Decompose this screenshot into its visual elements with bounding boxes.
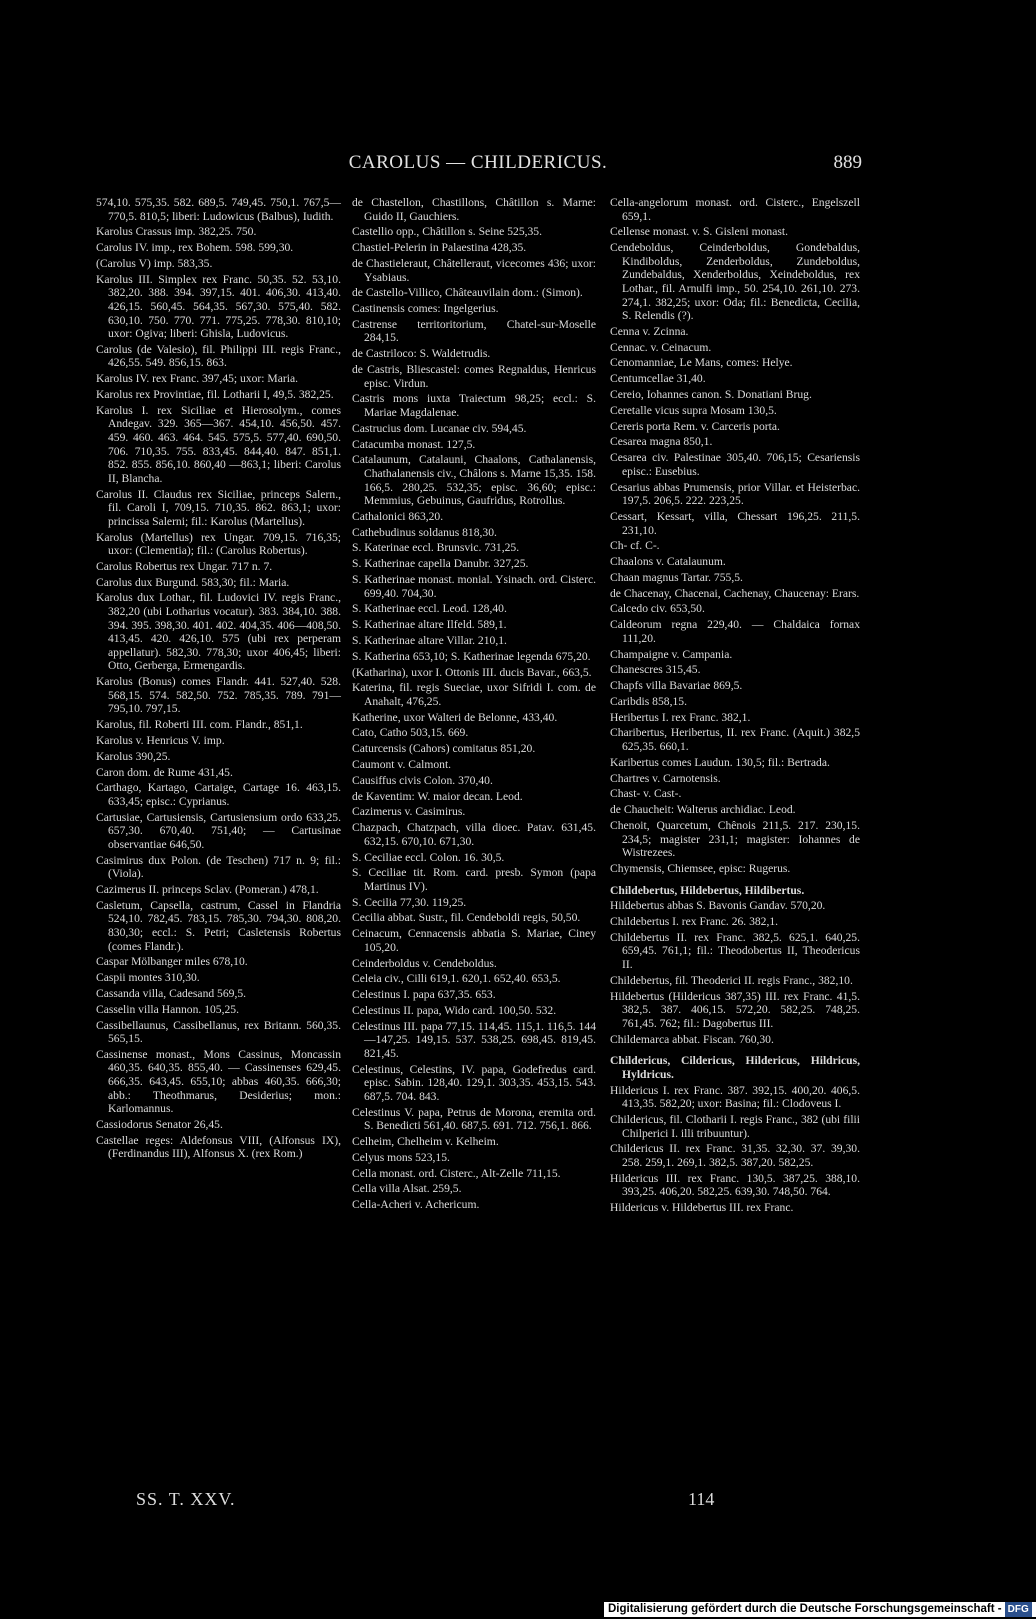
index-entry: Carolus Robertus rex Ungar. 717 n. 7. (96, 559, 273, 573)
index-entry: Cellense monast. v. S. Gisleni monast. (610, 225, 788, 239)
index-entry: Cenomanniae, Le Mans, comes: Helye. (610, 356, 793, 370)
index-entry: Castrucius dom. Lucanae civ. 594,45. (352, 421, 527, 435)
index-entry: Chenoit, Quarcetum, Chênois 211,5. 217. 230,15. 234,5; magister 231,1; magister: Iohannes de Wistrezees. (610, 818, 860, 860)
index-entry: Charibertus, Heribertus, II. rex Franc. (Aquit.) 382,5 625,35. 660,1. (610, 726, 860, 754)
index-entry: Childericus, Cildericus, Hildericus, Hildricus, Hyldricus. (610, 1054, 860, 1081)
index-entry: Childemarca abbat. Fiscan. 760,30. (610, 1032, 774, 1046)
index-entry: Cassibellaunus, Cassibellanus, rex Britann. 560,35. 565,15. (96, 1018, 341, 1046)
index-entry: Cathalonici 863,20. (352, 509, 444, 523)
index-entry: S. Katherina 653,10; S. Katherinae legenda 675,20. (352, 649, 591, 663)
index-entry: Cella villa Alsat. 259,5. (352, 1182, 462, 1196)
index-entry: Causiffus civis Colon. 370,40. (352, 773, 493, 787)
page-footer (136, 1489, 716, 1515)
index-entry: Cato, Catho 503,15. 669. (352, 726, 469, 740)
index-entry: Casimirus dux Polon. (de Teschen) 717 n. 9; fil.: (Viola). (96, 853, 341, 881)
index-entry: S. Katherinae eccl. Leod. 128,40. (352, 602, 507, 616)
index-entry: Chazpach, Chatzpach, villa dioec. Patav. 631,45. 632,15. 670,10. 671,30. (352, 821, 596, 848)
index-entry: (Katharina), uxor I. Ottonis III. ducis Bavar., 663,5. (352, 665, 592, 679)
index-entry: S. Ceciliae eccl. Colon. 16. 30,5. (352, 850, 505, 864)
index-entry: Castrense territoritorium, Chatel-sur-Moselle 284,15. (352, 317, 596, 345)
index-entry: Caspar Mölbanger miles 678,10. (96, 955, 248, 969)
page-number: 889 (833, 152, 862, 173)
index-entry: Catacumba monast. 127,5. (352, 437, 476, 451)
index-entry: Cella-angelorum monast. ord. Cisterc., Engelszell 659,1. (610, 196, 860, 223)
index-entry: Celeia civ., Cilli 619,1. 620,1. 652,40. 653,5. (352, 972, 561, 986)
index-entry: Cennac. v. Ceinacum. (610, 340, 712, 354)
index-entry: Celestinus V. papa, Petrus de Morona, eremita ord. S. Benedicti 561,40. 687,5. 691. 712. 756,1. 866. (352, 1105, 596, 1133)
index-entry: Cesarea magna 850,1. (610, 435, 713, 449)
index-entry: Cazimerus v. Casimirus. (352, 805, 466, 819)
index-entry: Katerina, fil. regis Sueciae, uxor Sifridi I. com. de Anahalt, 476,25. (352, 681, 596, 708)
index-entry: Centumcellae 31,40. (610, 372, 706, 386)
index-entry: Heribertus I. rex Franc. 382,1. (610, 710, 751, 724)
index-entry: S. Cecilia 77,30. 119,25. (352, 895, 467, 909)
index-entry: Caldeorum regna 229,40. — Chaldaica fornax 111,20. (610, 618, 860, 645)
index-entry: S. Katherinae capella Danubr. 327,25. (352, 557, 529, 571)
index-entry: Celestinus II. papa, Wido card. 100,50. 532. (352, 1003, 557, 1017)
index-entry: Childebertus, Hildebertus, Hildibertus. (610, 883, 805, 897)
index-entry: S. Katherinae altare Villar. 210,1. (352, 633, 507, 647)
index-entry: Calcedo civ. 653,50. (610, 602, 705, 616)
index-entry: Karolus rex Provintiae, fil. Lotharii I, 49,5. 382,25. (96, 388, 334, 402)
index-entry: 574,10. 575,35. 582. 689,5. 749,45. 750,1. 767,5—770,5. 810,5; liberi: Ludowicus (Balbus), Iudith. (96, 196, 341, 223)
page-title: CAROLUS — CHILDERICUS. (348, 152, 608, 173)
index-entry: Karibertus comes Laudun. 130,5; fil.: Bertrada. (610, 755, 830, 769)
index-entry: Karolus (Martellus) rex Ungar. 709,15. 716,35; uxor: (Clementia); fil.: (Carolus Robertus). (96, 530, 341, 558)
index-entry: de Chaucheit: Walterus archidiac. Leod. (610, 803, 796, 817)
index-entry: Casletum, Capsella, castrum, Cassel in Flandria 524,10. 782,45. 783,15. 785,30. 794,30. 808,20. 830,30; eccl.: S. Petri; Casletensis Robertus (comes Flandr.). (96, 898, 341, 953)
index-entry: Celestinus, Celestins, IV. papa, Godefredus card. episc. Sabin. 128,40. 129,1. 303,35. 453,15. 543. 687,5. 704. 843. (352, 1062, 596, 1103)
volume-signature: SS. T. XXV. (136, 1489, 236, 1509)
index-entry: Celheim, Chelheim v. Kelheim. (352, 1135, 499, 1149)
index-entry: Childericus II. rex Franc. 31,35. 32,30. 37. 39,30. 258. 259,1. 269,1. 382,5. 387,20. 582,25. (610, 1142, 860, 1169)
index-entry: Karolus (Bonus) comes Flandr. 441. 527,40. 528. 568,15. 574. 582,50. 752. 785,35. 789. 791—795,10. 797,15. (96, 675, 341, 716)
index-entry: Chastiel-Pelerin in Palaestina 428,35. (352, 241, 527, 255)
index-entry: Catalaunum, Catalauni, Chaalons, Cathalanensis, Chathalanensis civ., Châlons s. Marne 15,35. 158. 166,5. 280,25. 532,35; episc. 36,60; episc.: Memmius, Gebuinus, Gaufridus, Rotrollus. (352, 453, 596, 508)
index-entry: Chanescres 315,45. (610, 663, 701, 677)
index-entry: Champaigne v. Campania. (610, 647, 733, 661)
index-entry: Karolus IV. rex Franc. 397,45; uxor: Maria. (96, 372, 298, 386)
index-entry: Chartres v. Carnotensis. (610, 771, 721, 785)
index-entry: (Carolus V) imp. 583,35. (96, 256, 213, 270)
index-entry: Hildebertus abbas S. Bavonis Gandav. 570,20. (610, 899, 826, 913)
index-entry: S. Katerinae eccl. Brunsvic. 731,25. (352, 541, 520, 555)
index-entry: Carolus IV. imp., rex Bohem. 598. 599,30. (96, 241, 294, 255)
index-entry: Cella-Acheri v. Achericum. (352, 1198, 480, 1212)
dfg-logo: DFG (1005, 1602, 1032, 1617)
index-entry: Cessart, Kessart, villa, Chessart 196,25. 211,5. 231,10. (610, 509, 860, 537)
index-entry: Chaan magnus Tartar. 755,5. (610, 570, 743, 584)
dfg-banner-text: Digitalisierung gefördert durch die Deutsche Forschungsgemeinschaft - (608, 1603, 1002, 1615)
index-entry: Cassinense monast., Mons Cassinus, Moncassin 460,35. 640,35. 855,40. — Cassinenses 629,45. 666,35. 643,45. 655,10; abbas 460,35. 666,30; abb.: Theothmarus, Desiderius; mon.: Karlomannus. (96, 1047, 341, 1116)
index-entry: Cassiodorus Senator 26,45. (96, 1118, 223, 1132)
index-entry: Karolus v. Henricus V. imp. (96, 733, 225, 747)
index-entry: S. Katherinae monast. monial. Ysinach. ord. Cisterc. 699,40. 704,30. (352, 573, 596, 600)
index-entry: Cenna v. Zcinna. (610, 324, 689, 338)
index-entry: Hildericus I. rex Franc. 387. 392,15. 400,20. 406,5. 413,35. 582,20; uxor: Basina; fil.: Clodoveus I. (610, 1083, 860, 1111)
index-entry: Castris mons iuxta Traiectum 98,25; eccl.: S. Mariae Magdalenae. (352, 392, 596, 419)
index-entry: de Kaventim: W. maior decan. Leod. (352, 789, 523, 803)
index-entry: Cecilia abbat. Sustr., fil. Cendeboldi regis, 50,50. (352, 911, 581, 925)
sheet-number: 114 (688, 1489, 715, 1509)
index-entry: de Castris, Bliescastel: comes Regnaldus, Henricus episc. Virdun. (352, 363, 596, 390)
index-entry: Caron dom. de Rume 431,45. (96, 765, 233, 779)
index-entry: de Chastieleraut, Châtelleraut, vicecomes 436; uxor: Ysabiaus. (352, 256, 596, 284)
index-entry: Chast- v. Cast-. (610, 787, 682, 801)
index-entry: Cazimerus II. princeps Sclav. (Pomeran.) 478,1. (96, 883, 319, 897)
index-entry: de Chacenay, Chacenai, Cachenay, Chaucenay: Erars. (610, 586, 860, 600)
index-entry: Cesarius abbas Prumensis, prior Villar. et Heisterbac. 197,5. 206,5. 222. 223,25. (610, 480, 860, 508)
index-entry: Ceretalle vicus supra Mosam 130,5. (610, 403, 777, 417)
index-column-2 (352, 196, 596, 1214)
index-entry: de Chastellon, Chastillons, Châtillon s. Marne: Guido II, Gauchiers. (352, 196, 596, 223)
index-entry: Hildericus III. rex Franc. 130,5. 387,25. 388,10. 393,25. 406,20. 582,25. 639,30. 748,50. 764. (610, 1171, 860, 1199)
index-entry: S. Katherinae altare Ilfeld. 589,1. (352, 618, 507, 632)
index-entry: S. Ceciliae tit. Rom. card. presb. Symon (papa Martinus IV). (352, 866, 596, 893)
index-entry: Karolus Crassus imp. 382,25. 750. (96, 225, 257, 239)
index-entry: Castinensis comes: Ingelgerius. (352, 302, 499, 316)
index-entry: de Castriloco: S. Waldetrudis. (352, 347, 491, 361)
index-entry: Carolus (de Valesio), fil. Philippi III. regis Franc., 426,55. 549. 856,15. 863. (96, 342, 341, 370)
index-entry: Casselin villa Hannon. 105,25. (96, 1002, 239, 1016)
index-entry: Ceinacum, Cennacensis abbatia S. Mariae, Ciney 105,20. (352, 927, 596, 954)
index-entry: Cassanda villa, Cadesand 569,5. (96, 986, 247, 1000)
index-entry: Ceinderboldus v. Cendeboldus. (352, 956, 497, 970)
index-entry: Carthago, Kartago, Cartaige, Cartage 16. 463,15. 633,45; episc.: Cyprianus. (96, 781, 341, 808)
index-entry: Cendeboldus, Ceinderboldus, Gondebaldus, Kindiboldus, Zenderboldus, Zundeboldus, Zundebaldus, Xenderboldus, Xeindeboldus, rex Lothar., fil. Arnulfi imp., 50. 254,10. 261,10. 273. 274,1. 382,25; uxor: Oda; fil.: Benedicta, Cecilia, S. Relendis (?). (610, 241, 860, 323)
index-entry: Caribdis 858,15. (610, 694, 687, 708)
index-entry: Caumont v. Calmont. (352, 758, 452, 772)
index-entry: Karolus dux Lothar., fil. Ludovici IV. regis Franc., 382,20 (ubi Lotharius vocatur). 383. 384,10. 388. 394. 395. 398,30. 401. 402. 404,35. 406—408,50. 413,45. 420. 426,10. 575 (ubi rex perperam appellatur). 582,30. 778,30; uxor 406,45; liberi: Otto, Gerberga, Ermengardis. (96, 591, 341, 673)
index-entry: Chapfs villa Bavariae 869,5. (610, 679, 743, 693)
index-entry: Childericus, fil. Clotharii I. regis Franc., 382 (ubi filii Chilperici I. illi tribuuntur). (610, 1112, 860, 1140)
index-column-1 (96, 196, 341, 1163)
index-entry: Chaalons v. Catalaunum. (610, 555, 726, 569)
index-entry: de Castello-Villico, Châteauvilain dom.: (Simon). (352, 286, 583, 300)
index-entry: Chymensis, Chiemsee, episc: Rugerus. (610, 861, 791, 875)
index-entry: Hildericus v. Hildebertus III. rex Franc. (610, 1201, 794, 1215)
index-entry: Cartusiae, Cartusiensis, Cartusiensium ordo 633,25. 657,30. 670,40. 751,40; — Cartusinae observantiae 646,50. (96, 810, 341, 851)
index-entry: Childebertus I. rex Franc. 26. 382,1. (610, 915, 779, 929)
index-entry: Ch- cf. C-. (610, 539, 660, 553)
index-entry: Celestinus III. papa 77,15. 114,45. 115,1. 116,5. 144—147,25. 149,15. 537. 538,25. 698,45. 819,45. 821,45. (352, 1019, 596, 1060)
index-entry: Cella monast. ord. Cisterc., Alt-Zelle 711,15. (352, 1166, 561, 1180)
index-entry: Karolus, fil. Roberti III. com. Flandr., 851,1. (96, 718, 303, 732)
index-entry: Castellio opp., Châtillon s. Seine 525,35. (352, 225, 543, 239)
index-entry: Celyus mons 523,15. (352, 1150, 450, 1164)
index-entry: Katherine, uxor Walteri de Belonne, 433,40. (352, 710, 558, 724)
index-entry: Cathebudinus soldanus 818,30. (352, 525, 497, 539)
index-entry: Cereio, Iohannes canon. S. Donatiani Brug. (610, 388, 812, 402)
index-column-3 (610, 196, 860, 1217)
index-entry: Karolus III. Simplex rex Franc. 50,35. 52. 53,10. 382,20. 388. 394. 397,15. 401. 406,30. 413,40. 426,15. 560,45. 564,35. 567,30. 575,40. 582. 630,10. 750. 770. 771. 775,25. 778,30. 810,10; uxor: Ogiva; liberi: Ghisla, Ludovicus. (96, 272, 341, 341)
dfg-funding-banner (604, 1602, 1036, 1617)
index-entry: Carolus dux Burgund. 583,30; fil.: Maria. (96, 575, 290, 589)
index-entry: Childebertus II. rex Franc. 382,5. 625,1. 640,25. 659,45. 761,1; fil.: Theodobertus II, Theodericus II. (610, 930, 860, 972)
page-header (96, 152, 860, 182)
index-entry: Karolus 390,25. (96, 749, 171, 763)
index-entry: Karolus I. rex Siciliae et Hierosolym., comes Andegav. 329. 365—367. 454,10. 456,50. 457. 459. 460. 463. 464. 545. 575,5. 577,40. 690,50. 706. 710,35. 755. 833,45. 844,40. 847. 851,1. 852. 855. 856,10. 860,40 —863,1; liberi: Carolus II, Blancha. (96, 403, 341, 485)
index-entry: Hildebertus (Hildericus 387,35) III. rex Franc. 41,5. 382,5. 387. 406,15. 572,20. 582,25. 748,25. 761,45. 762; fil.: Dagobertus III. (610, 989, 860, 1030)
index-entry: Caturcensis (Cahors) comitatus 851,20. (352, 742, 536, 756)
index-entry: Carolus II. Claudus rex Siciliae, princeps Salern., fil. Caroli I, 709,15. 710,35. 862. 863,1; uxor: princissa Salerni; fil.: Karolus (Martellus). (96, 487, 341, 528)
index-entry: Cesarea civ. Palestinae 305,40. 706,15; Cesariensis episc.: Eusebius. (610, 451, 860, 478)
index-entry: Caspii montes 310,30. (96, 971, 200, 985)
index-entry: Castellae reges: Aldefonsus VIII, (Alfonsus IX), (Ferdinandus III), Alfonsus X. (rex Rom.) (96, 1133, 341, 1161)
index-entry: Cereris porta Rem. v. Carceris porta. (610, 419, 780, 433)
index-entry: Celestinus I. papa 637,35. 653. (352, 988, 496, 1002)
index-entry: Childebertus, fil. Theoderici II. regis Franc., 382,10. (610, 973, 853, 987)
